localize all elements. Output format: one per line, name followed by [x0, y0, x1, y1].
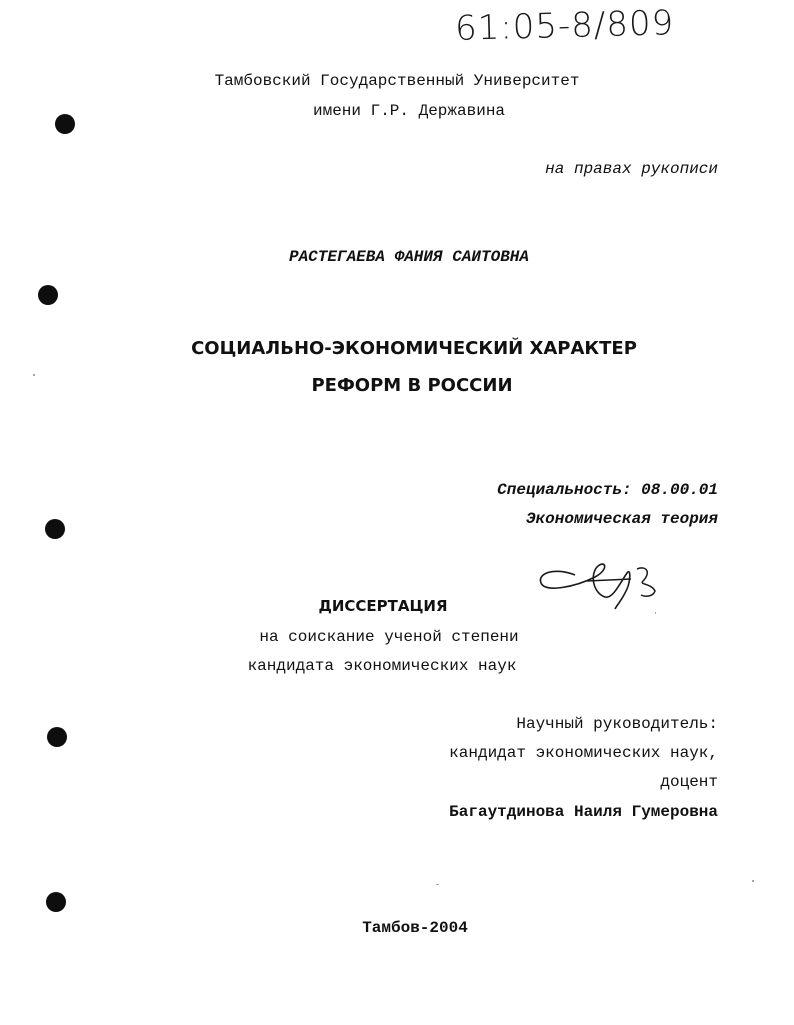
thesis-title-line-2: РЕФОРМ В РОССИИ	[311, 375, 513, 396]
scan-speck	[33, 374, 35, 376]
university-named-after: имени Г.Р. Державина	[312, 102, 506, 120]
scan-speck	[752, 880, 754, 882]
punch-hole-icon	[46, 892, 66, 912]
punch-hole-icon	[38, 285, 58, 305]
handwritten-catalog-number: 61:05-8/809	[454, 3, 675, 49]
city-and-year: Тамбов-2004	[362, 919, 468, 937]
supervisor-rank: доцент	[660, 773, 718, 791]
degree-purpose: на соискание ученой степени	[259, 628, 519, 646]
university-name: Тамбовский Государственный Университет	[214, 72, 580, 90]
punch-hole-icon	[55, 114, 75, 134]
supervisor-label: Научный руководитель:	[516, 715, 718, 733]
manuscript-rights-note: на правах рукописи	[545, 160, 718, 178]
specialty-code: Специальность: 08.00.01	[497, 481, 718, 499]
punch-hole-icon	[45, 519, 65, 539]
punch-hole-icon	[47, 727, 67, 747]
document-type-heading: ДИССЕРТАЦИЯ	[318, 597, 448, 615]
specialty-name: Экономическая теория	[525, 510, 718, 528]
supervisor-name: Багаутдинова Наиля Гумеровна	[449, 803, 718, 821]
supervisor-degree: кандидат экономических наук,	[449, 744, 718, 762]
author-name: РАСТЕГАЕВА ФАНИЯ САИТОВНА	[288, 248, 530, 266]
scan-speck	[655, 612, 656, 614]
scan-speck	[436, 884, 439, 885]
degree-name: кандидата экономических наук	[247, 657, 517, 675]
thesis-title-line-1: СОЦИАЛЬНО-ЭКОНОМИЧЕСКИЙ ХАРАКТЕР	[191, 338, 637, 359]
